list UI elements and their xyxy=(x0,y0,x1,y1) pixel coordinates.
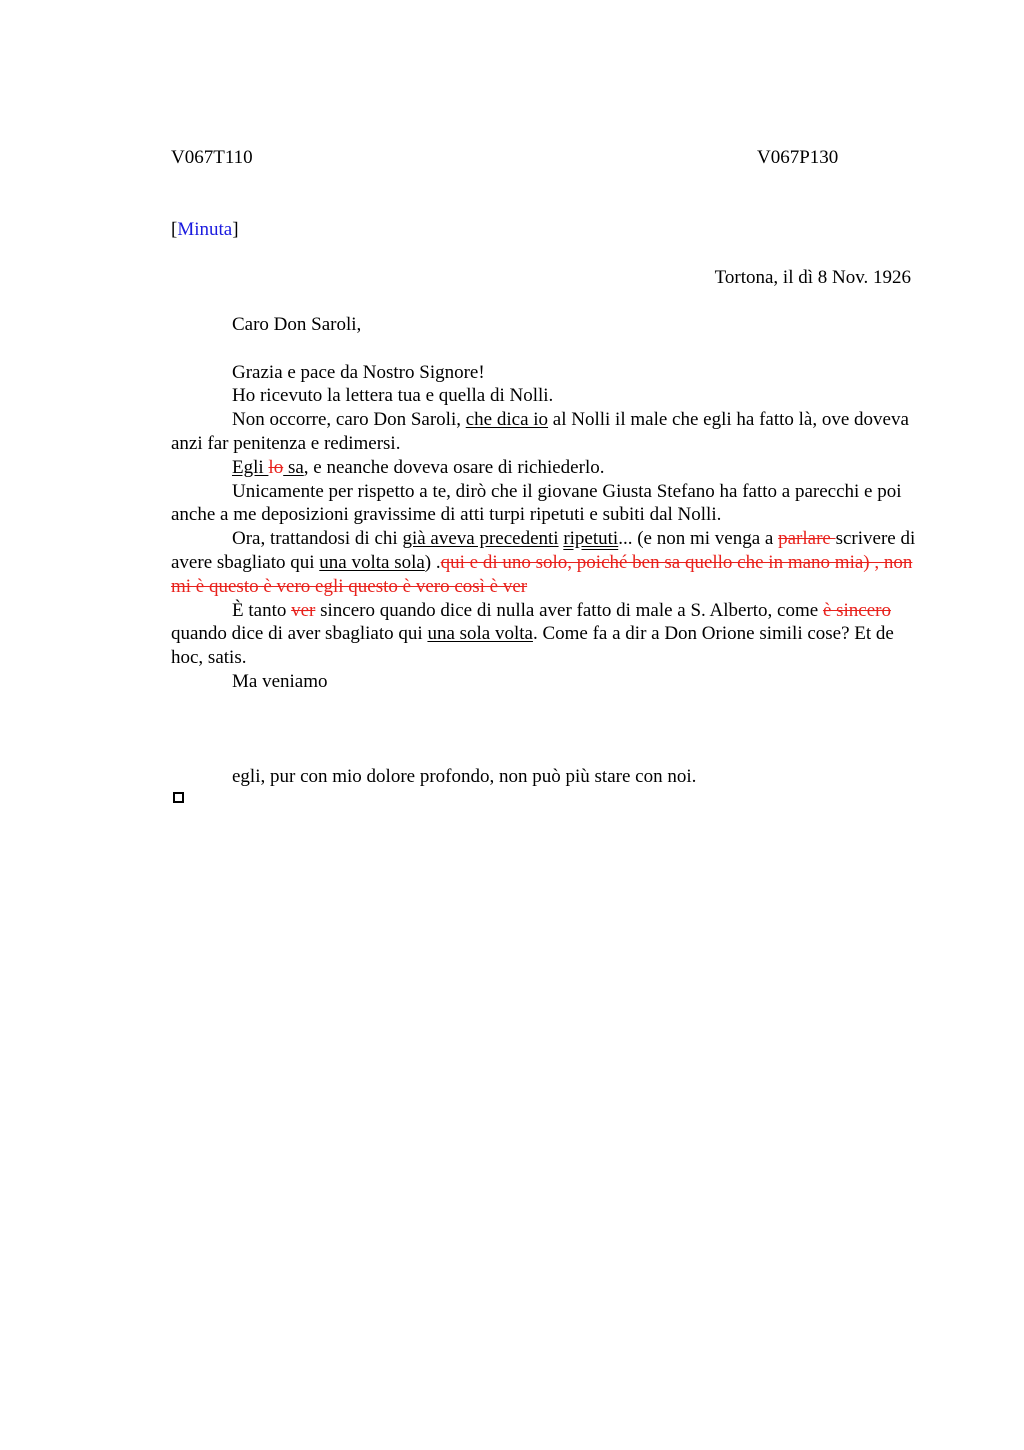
paragraph-6 xyxy=(171,599,926,670)
document-code-left: V067T110 xyxy=(171,147,253,168)
p3-underline-2: sa xyxy=(283,456,304,478)
paragraph-4: Unicamente per rispetto a te, dirò che il giovane Giusta Stefano ha fatto a parecchi e poi anche a me deposizioni gravissime di atti turpi ripetuti e subiti dal Nolli. xyxy=(171,480,902,526)
p5-deletion-2: qui e di uno solo, poiché ben sa quello che in mano mia) , non mi è questo è vero egli questo è vero così è ver xyxy=(171,551,913,597)
p6-deletion-1: ver xyxy=(291,599,316,621)
paragraph-7: Ma veniamo xyxy=(232,670,328,692)
document-code-right: V067P130 xyxy=(757,147,839,168)
closing-line: egli, pur con mio dolore profondo, non può più stare con noi. xyxy=(232,766,697,787)
p6-text-b: sincero quando dice di nulla aver fatto di male a S. Alberto, come xyxy=(315,599,823,621)
p2-text-a: Non occorre, caro Don Saroli, xyxy=(232,409,466,431)
paragraph-5 xyxy=(171,527,926,598)
salutation: Caro Don Saroli, xyxy=(232,314,362,335)
p2-underline-1: che dica io xyxy=(465,409,549,431)
p5-deletion-1: parlare xyxy=(778,528,836,550)
p6-text-a: È tanto xyxy=(232,599,292,621)
p2-text-b: al Nolli il male che egli ha fatto là, ove doveva anzi far penitenza e redimersi. xyxy=(171,409,909,454)
draft-label xyxy=(171,218,239,242)
p6-deletion-2: è sincero xyxy=(822,599,892,621)
p5-underline-1: già aveva precedenti xyxy=(402,528,559,550)
p6-text-c: quando dice di aver sbagliato qui xyxy=(171,623,428,645)
paragraph-1: Ho ricevuto la lettera tua e quella di Nolli. xyxy=(232,385,554,407)
p6-text-d: . Come fa a dir a Don Orione simili cose? Et de hoc, satis. xyxy=(171,623,894,669)
draft-label-close-bracket: ] xyxy=(232,219,239,240)
p5-double-underline-1: ripetuti xyxy=(563,528,619,550)
paragraph-3 xyxy=(171,456,926,480)
p5-underline-2: una volta sola xyxy=(319,551,425,573)
p3-underline-1: Egli xyxy=(232,456,269,478)
checkbox-square-icon xyxy=(173,792,184,803)
dateline: Tortona, il dì 8 Nov. 1926 xyxy=(714,267,911,288)
draft-label-link[interactable]: Minuta xyxy=(177,219,233,240)
p3-text-b: , e neanche doveva osare di richiederlo. xyxy=(303,456,605,478)
p5-text-e: ) . xyxy=(424,551,441,573)
p5-text-c: ... (e non mi venga a xyxy=(618,528,779,550)
blank-line xyxy=(171,337,926,361)
draft-label-open-bracket: [ xyxy=(171,219,178,240)
paragraph-2 xyxy=(171,408,926,456)
p6-underline-1: una sola volta xyxy=(427,623,533,645)
letter-body xyxy=(171,313,926,694)
greeting: Grazia e pace da Nostro Signore! xyxy=(232,361,485,383)
p5-text-d: scrivere di avere sbagliato qui xyxy=(171,528,916,573)
p3-deletion-1: lo xyxy=(268,456,284,478)
p5-text-a: Ora, trattandosi di chi xyxy=(232,528,403,550)
